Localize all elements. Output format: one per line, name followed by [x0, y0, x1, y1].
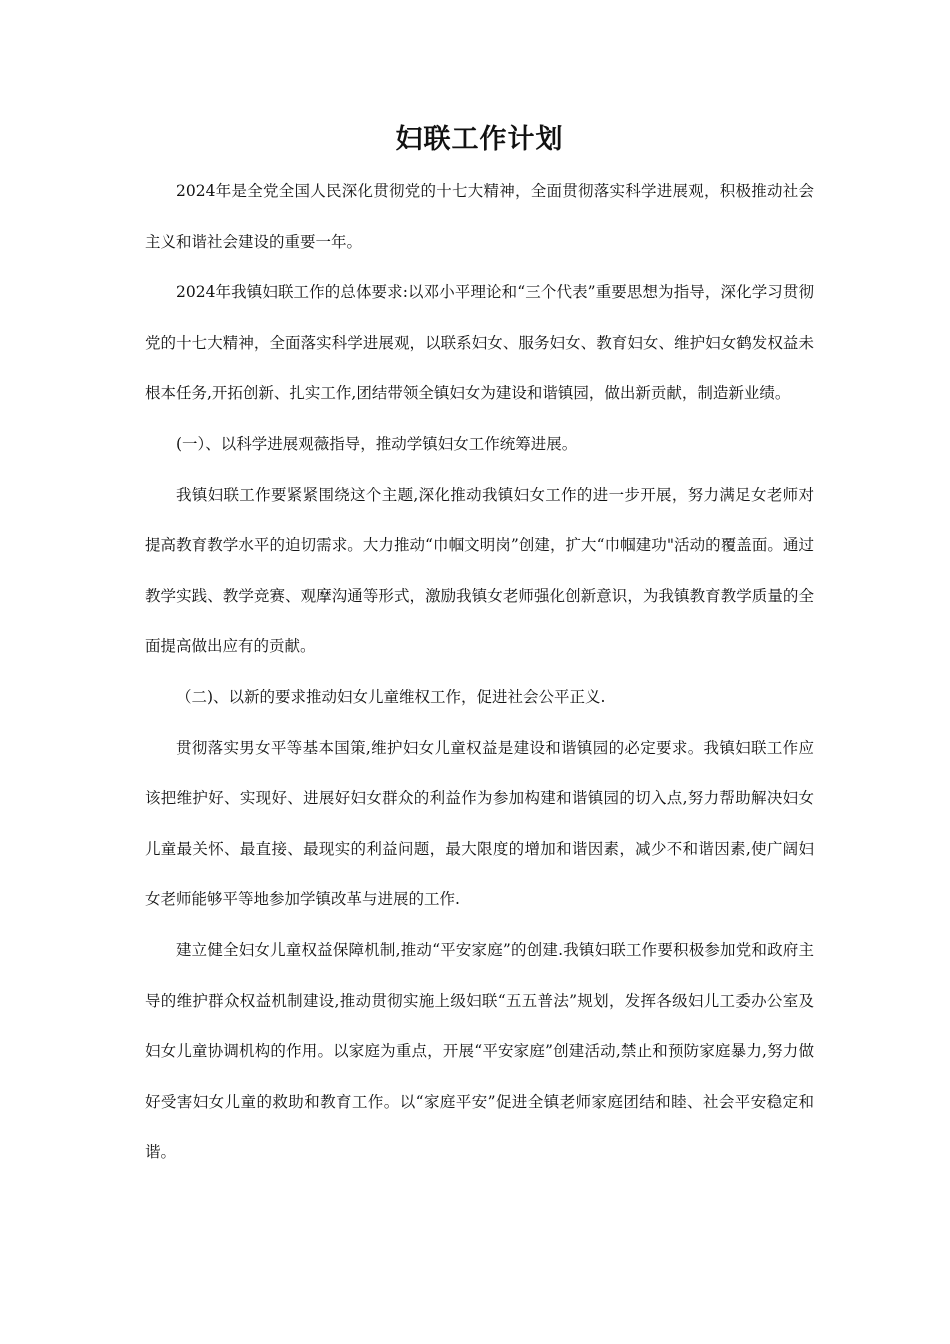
section-heading-2: （二)、以新的要求推动妇女儿童维权工作，促进社会公平正义. [176, 687, 606, 706]
section-heading-1: (一）、以科学进展观薇指导，推动学镇妇女工作统筹进展。 [176, 434, 578, 453]
paragraph-section-1-body: 我镇妇联工作要紧紧围绕这个主题,深化推动我镇妇女工作的进一步开展，努力满足女老师对提高教育教学水平的迫切需求。大力推动“巾帼文明岗”创建，扩大“巾帼建功"活动的覆盖面。通过教学实践、教学竞赛、观摩沟通等形式，激励我镇女老师强化创新意识，为我镇教育教学质量的全面提高做出应有的贡献。 [145, 485, 814, 656]
document-title: 妇联工作计划 [395, 124, 564, 155]
paragraph-section-2-mechanism: 建立健全妇女儿童权益保障机制,推动“平安家庭”的创建.我镇妇联工作要积极参加党和政府主导的维护群众权益机制建设,推动贯彻实施上级妇联“五五普法”规划，发挥各级妇儿工委办公室及妇女儿童协调机构的作用。以家庭为重点，开展“平安家庭”创建活动,禁止和预防家庭暴力,努力做好受害妇女儿童的救助和教育工作。以“家庭平安”促进全镇老师家庭团结和睦、社会平安稳定和谐。 [145, 940, 814, 1162]
paragraph-general-requirements: 2024年我镇妇联工作的总体要求:以邓小平理论和“三个代表”重要思想为指导，深化学习贯彻党的十七大精神，全面落实科学进展观，以联系妇女、服务妇女、教育妇女、维护妇女鹤发权益未根本任务,开拓创新、扎实工作,团结带领全镇妇女为建设和谐镇园，做出新贡献，制造新业绩。 [145, 283, 814, 403]
paragraph-intro: 2024年是全党全国人民深化贯彻党的十七大精神，全面贯彻落实科学进展观，积极推动社会主义和谐社会建设的重要一年。 [145, 182, 814, 251]
paragraph-section-2-body: 贯彻落实男女平等基本国策,维护妇女儿童权益是建设和谐镇园的必定要求。我镇妇联工作应该把维护好、实现好、进展好妇女群众的利益作为参加构建和谐镇园的切入点,努力帮助解决妇女儿童最关怀、最直接、最现实的利益问题，最大限度的增加和谐因素，减少不和谐因素,使广阔妇女老师能够平等地参加学镇改革与进展的工作. [145, 738, 814, 909]
